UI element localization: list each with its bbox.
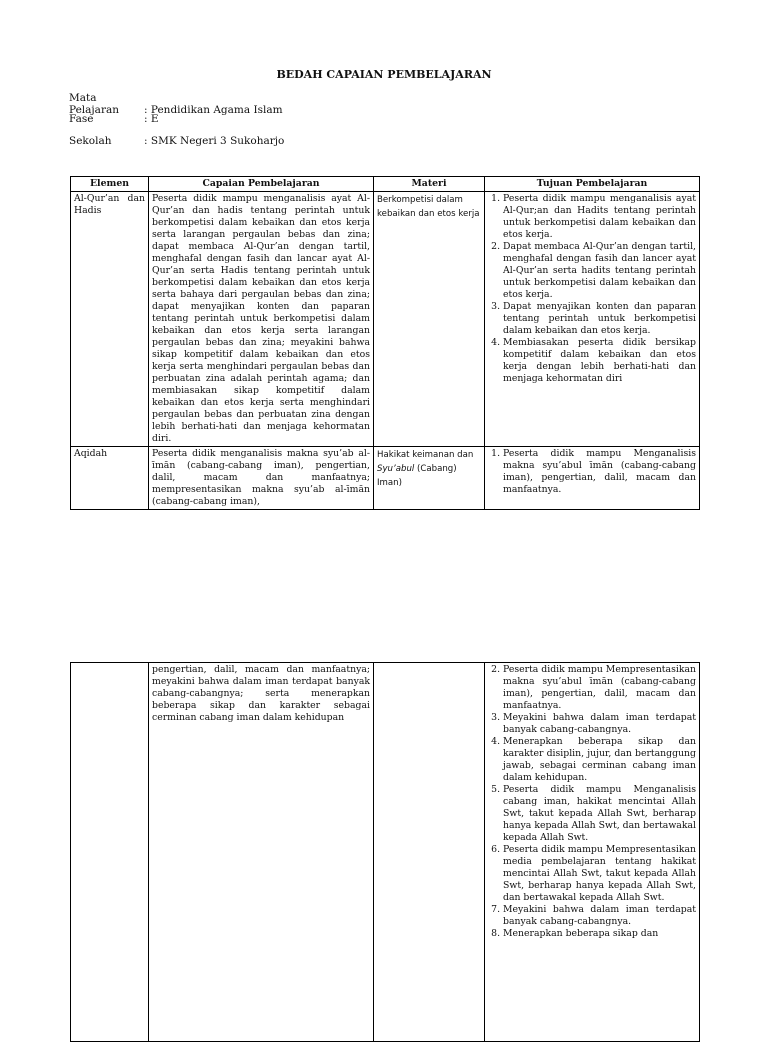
list-item: 2. Dapat membaca Al-Qur’an dengan tartil, menghafal dengan fasih dan lancer ayat Al-Qur’an serta hadits tentang perintah untuk berkompetisi dalam kebaikan dan etos kerja. <box>503 241 696 301</box>
elemen-cell: Aqidah <box>71 447 149 510</box>
tujuan-list <box>488 448 696 496</box>
list-item: 6. Peserta didik mampu Mempresentasikan media pembelajaran tentang hakikat mencintai Allah Swt, takut kepada Allah Swt, berharap hanya kepada Allah Swt, dan bertawakal kepada Allah Swt. <box>503 844 696 904</box>
table-row <box>71 663 700 1042</box>
list-item: 7. Meyakini bahwa dalam iman terdapat banyak cabang-cabangnya. <box>503 904 696 928</box>
materi-cell: Berkompetisi dalam kebaikan dan etos kerja <box>374 192 485 447</box>
learning-outcomes-table <box>70 176 700 510</box>
table-header-row <box>71 177 700 192</box>
elemen-cell: Al-Qur’an dan Hadis <box>71 192 149 447</box>
meta-value: : E <box>144 113 159 125</box>
list-item: 8. Menerapkan beberapa sikap dan <box>503 928 696 940</box>
table-row <box>71 447 700 510</box>
meta-school <box>69 135 284 147</box>
meta-phase <box>69 113 159 125</box>
header-capaian: Capaian Pembelajaran <box>149 177 374 192</box>
table-row <box>71 192 700 447</box>
list-item: 4. Menerapkan beberapa sikap dan karakter disiplin, jujur, dan bertanggung jawab, sebagai cerminan cabang iman dalam kehidupan. <box>503 736 696 784</box>
meta-value: : Pendidikan Agama Islam <box>144 104 283 116</box>
tujuan-cell <box>485 663 700 1042</box>
tujuan-cell <box>485 447 700 510</box>
list-item: 5. Peserta didik mampu Menganalisis cabang iman, hakikat mencintai Allah Swt, takut kepada Allah Swt, berharap hanya kepada Allah Swt, dan bertawakal kepada Allah Swt. <box>503 784 696 844</box>
capaian-cell: Peserta didik menganalisis makna syu’ab al-īmān (cabang-cabang iman), pengertian, dalil, macam dan manfaatnya; mempresentasikan makna syu’ab al-īmān (cabang-cabang iman), <box>149 447 374 510</box>
header-tujuan: Tujuan Pembelajaran <box>485 177 700 192</box>
document-title: BEDAH CAPAIAN PEMBELAJARAN <box>276 68 492 81</box>
materi-text: Hakikat keimanan dan <box>377 450 474 460</box>
capaian-cell: pengertian, dalil, macam dan manfaatnya; meyakini bahwa dalam iman terdapat banyak cabang-cabangnya; serta menerapkan beberapa sikap dan karakter sebagai cerminan cabang iman dalam kehidupan <box>149 663 374 1042</box>
materi-text: (Cabang) Iman) <box>377 464 457 488</box>
materi-italic-term: Syu’abul <box>377 464 415 474</box>
meta-value: : SMK Negeri 3 Sukoharjo <box>144 135 285 147</box>
materi-cell <box>374 663 485 1042</box>
header-elemen: Elemen <box>71 177 149 192</box>
capaian-cell: Peserta didik mampu menganalisis ayat Al-Qur’an dan hadis tentang perintah untuk berkompetisi dalam kebaikan dan etos kerja serta larangan pergaulan bebas dan zina; dapat membaca Al-Qur’an dengan tartil, menghafal dengan fasih dan lancar ayat Al-Qur’an serta Hadis tentang perintah untuk berkompetisi dalam kebaikan dan etos kerja serta bahaya dari pergaulan bebas dan zina; dapat menyajikan konten dan paparan tentang perintah untuk berkompetisi dalam kebaikan dan etos kerja serta larangan pergaulan bebas dan zina; meyakini bahwa sikap kompetitif dalam kebaikan dan etos kerja serta menghindari pergaulan bebas dan perbuatan zina adalah perintah agama; dan membiasakan sikap kompetitif dalam kebaikan dan etos kerja serta menghindari pergaulan bebas dan perbuatan zina dengan lebih berhati-hati dan menjaga kehormatan diri. <box>149 192 374 447</box>
list-item: 4. Membiasakan peserta didik bersikap kompetitif dalam kebaikan dan etos kerja dengan lebih berhati-hati dan menjaga kehormatan diri <box>503 337 696 385</box>
list-item: 3. Meyakini bahwa dalam iman terdapat banyak cabang-cabangnya. <box>503 712 696 736</box>
tujuan-list <box>488 193 696 385</box>
list-item: 1. Peserta didik mampu Menganalisis makna syu’abul īmān (cabang-cabang iman), pengertian, dalil, macam dan manfaatnya. <box>503 448 696 496</box>
list-item: 2. Peserta didik mampu Mempresentasikan makna syu’abul īmān (cabang-cabang iman), pengertian, dalil, macam dan manfaatnya. <box>503 664 696 712</box>
learning-outcomes-table-continued <box>70 662 700 1042</box>
meta-label: Mata Pelajaran <box>69 92 119 116</box>
tujuan-cell <box>485 192 700 447</box>
materi-cell <box>374 447 485 510</box>
meta-label: Sekolah <box>69 135 112 147</box>
elemen-cell <box>71 663 149 1042</box>
tujuan-list <box>488 664 696 940</box>
header-materi: Materi <box>374 177 485 192</box>
meta-label: Fase <box>69 113 94 125</box>
list-item: 3. Dapat menyajikan konten dan paparan tentang perintah untuk berkompetisi dalam kebaikan dan etos kerja. <box>503 301 696 337</box>
list-item: 1. Peserta didik mampu menganalisis ayat Al-Qur;an dan Hadits tentang perintah untuk berkompetisi dalam kebaikan dan etos kerja. <box>503 193 696 241</box>
